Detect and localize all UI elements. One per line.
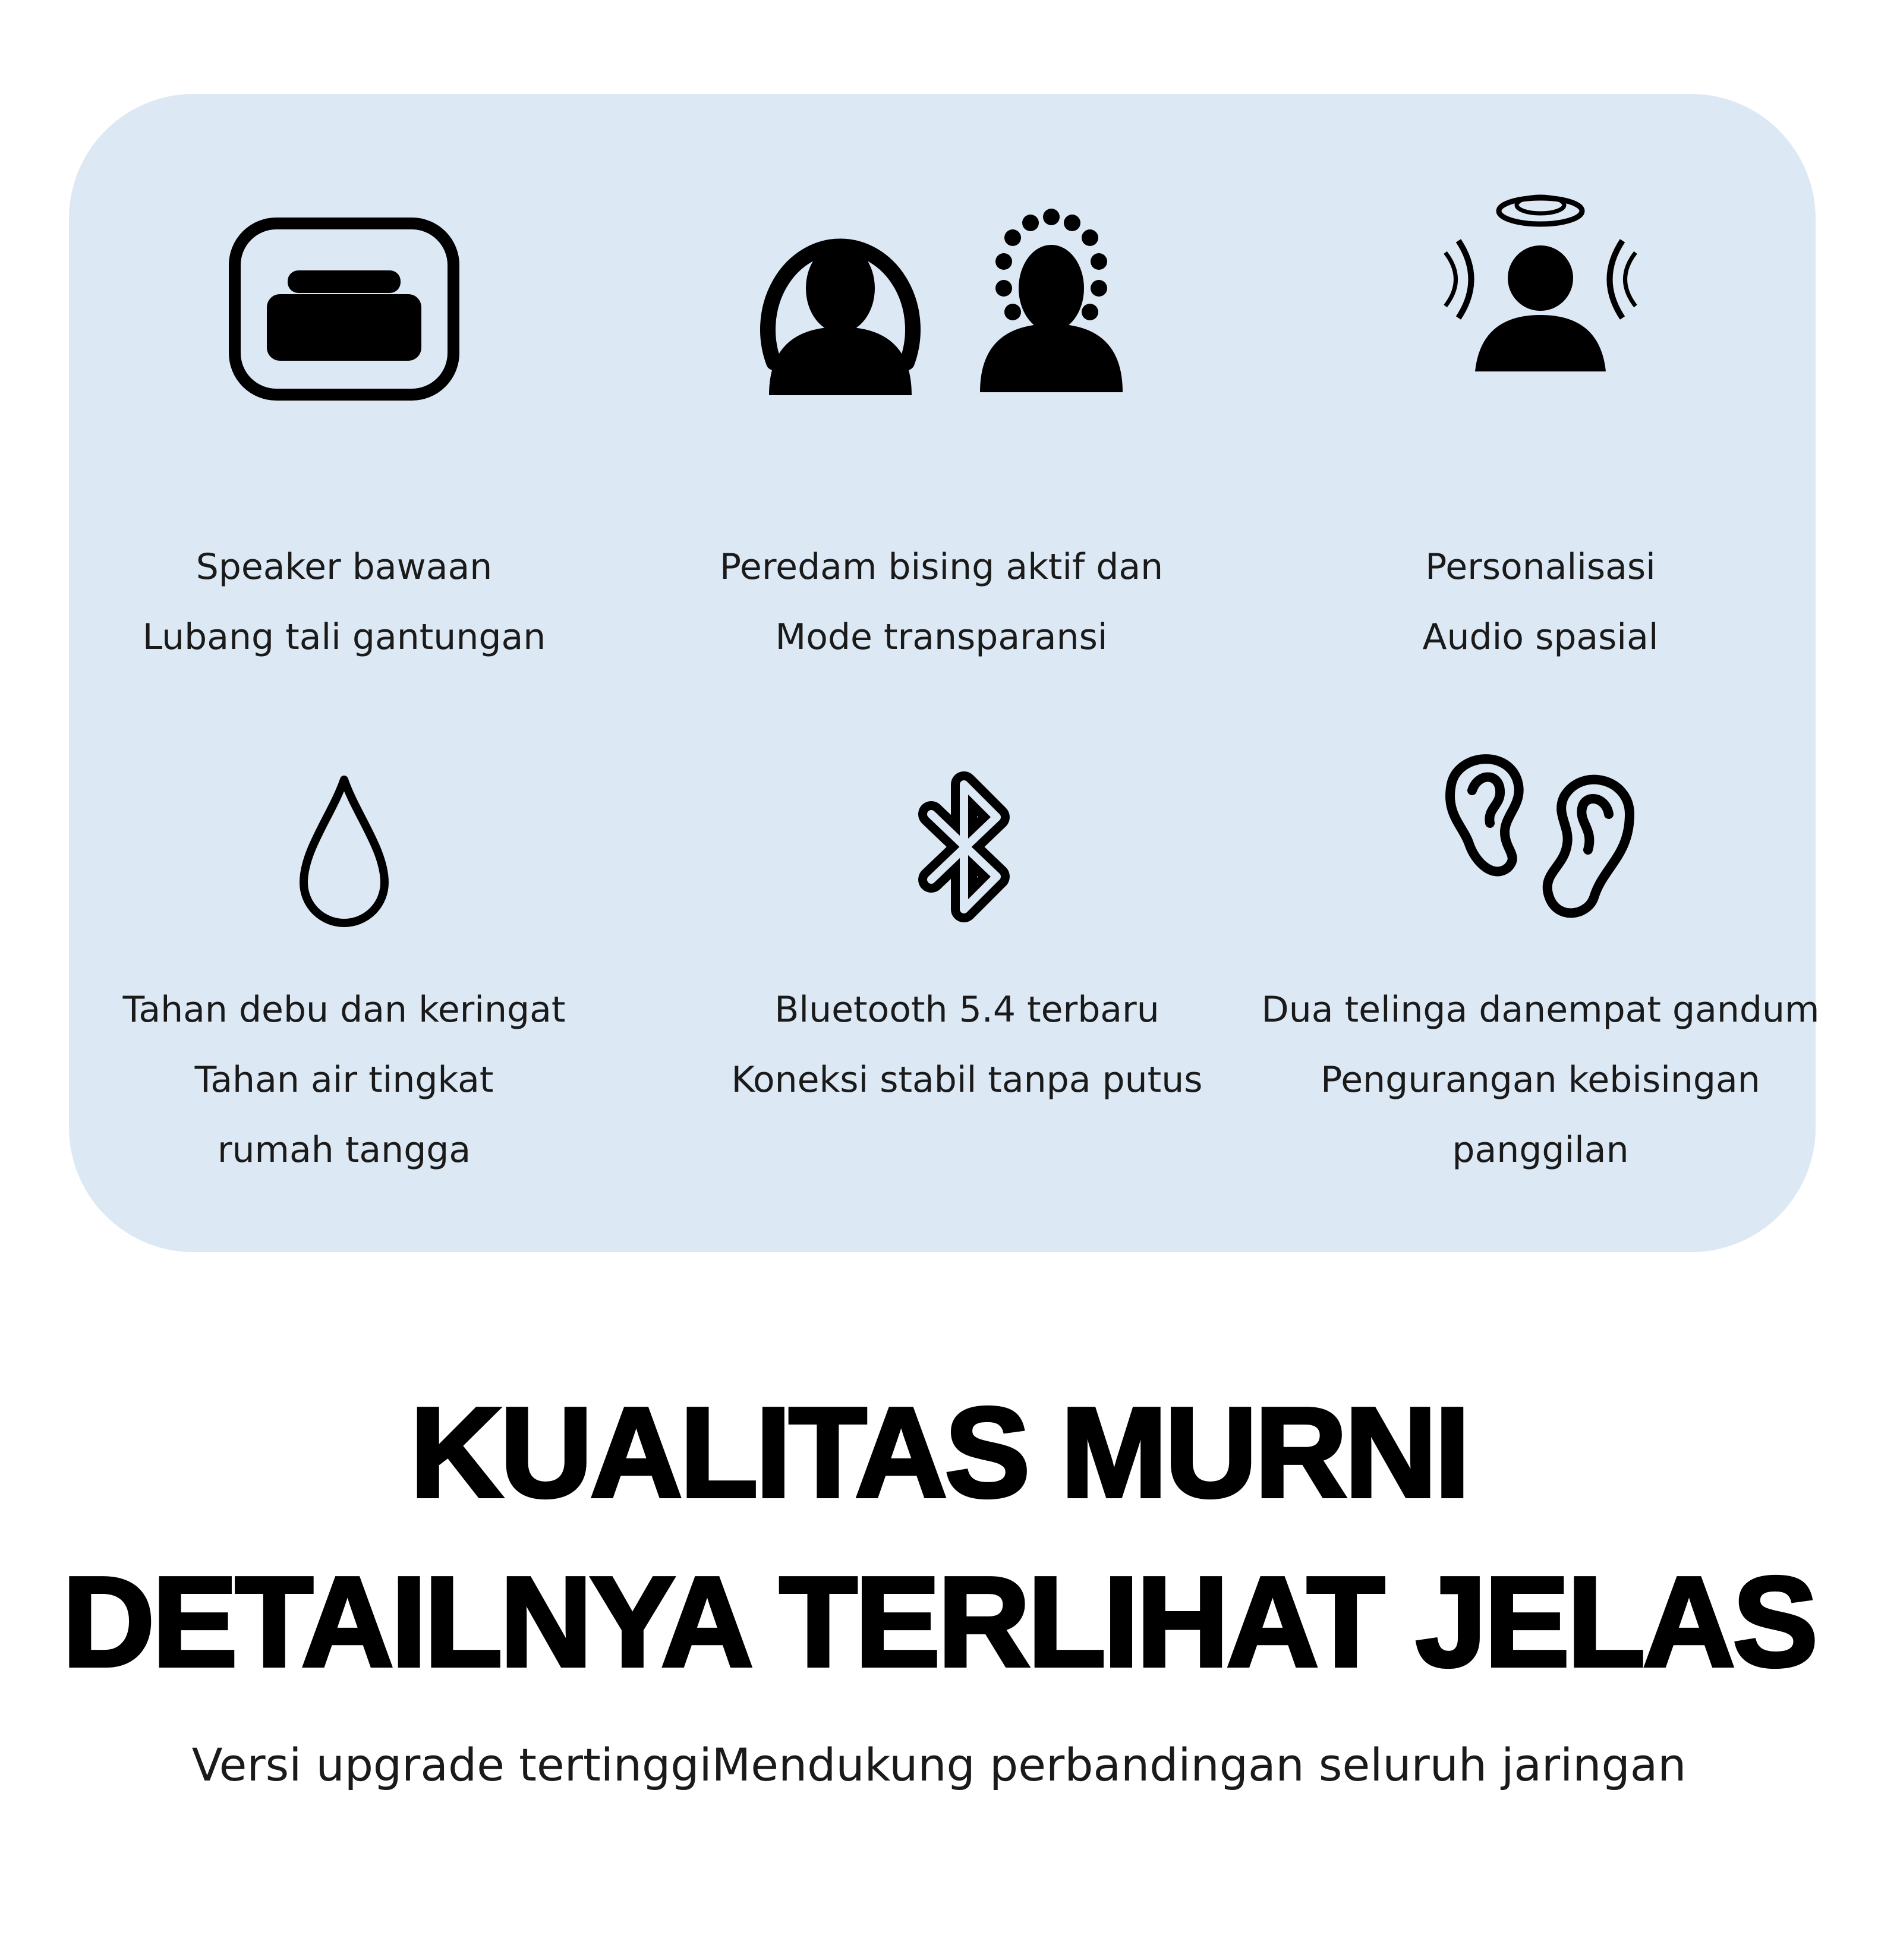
feature-line: Audio spasial (1422, 616, 1659, 658)
feature-line: Peredam bising aktif dan (719, 546, 1164, 588)
feature-line: Tahan air tingkat (194, 1059, 494, 1101)
feature-line: Tahan debu dan keringat (122, 989, 566, 1031)
feature-line: Koneksi stabil tanpa putus (731, 1059, 1203, 1101)
headline-line-1: KUALITAS MURNI (410, 1381, 1468, 1524)
feature-line: Speaker bawaan (196, 546, 493, 588)
feature-line: rumah tangga (217, 1129, 471, 1171)
feature-line: Pengurangan kebisingan (1321, 1059, 1760, 1101)
subtitle: Versi upgrade tertinggiMendukung perbandingan seluruh jaringan (191, 1738, 1687, 1791)
feature-line: panggilan (1452, 1129, 1629, 1171)
feature-water (59, 773, 629, 1171)
water-drop-icon (297, 773, 392, 933)
feature-spatial (1255, 184, 1826, 658)
charging-case-icon (225, 214, 463, 404)
feature-line: Personalisasi (1425, 546, 1656, 588)
noise-cancel-transparency-icon (751, 199, 1132, 401)
ears-icon (1433, 749, 1647, 933)
feature-anc (656, 199, 1227, 658)
feature-bluetooth (682, 764, 1252, 1101)
feature-line: Dua telinga danempat gandum (1261, 989, 1820, 1031)
feature-line: Lubang tali gantungan (142, 616, 546, 658)
feature-ears (1255, 749, 1826, 1171)
bluetooth-icon (908, 764, 1026, 930)
spatial-audio-icon (1433, 184, 1647, 386)
feature-speaker (59, 214, 629, 658)
headline-line-2: DETAILNYA TERLIHAT JELAS (62, 1550, 1816, 1693)
feature-line: Bluetooth 5.4 terbaru (774, 989, 1159, 1031)
feature-line: Mode transparansi (775, 616, 1108, 658)
